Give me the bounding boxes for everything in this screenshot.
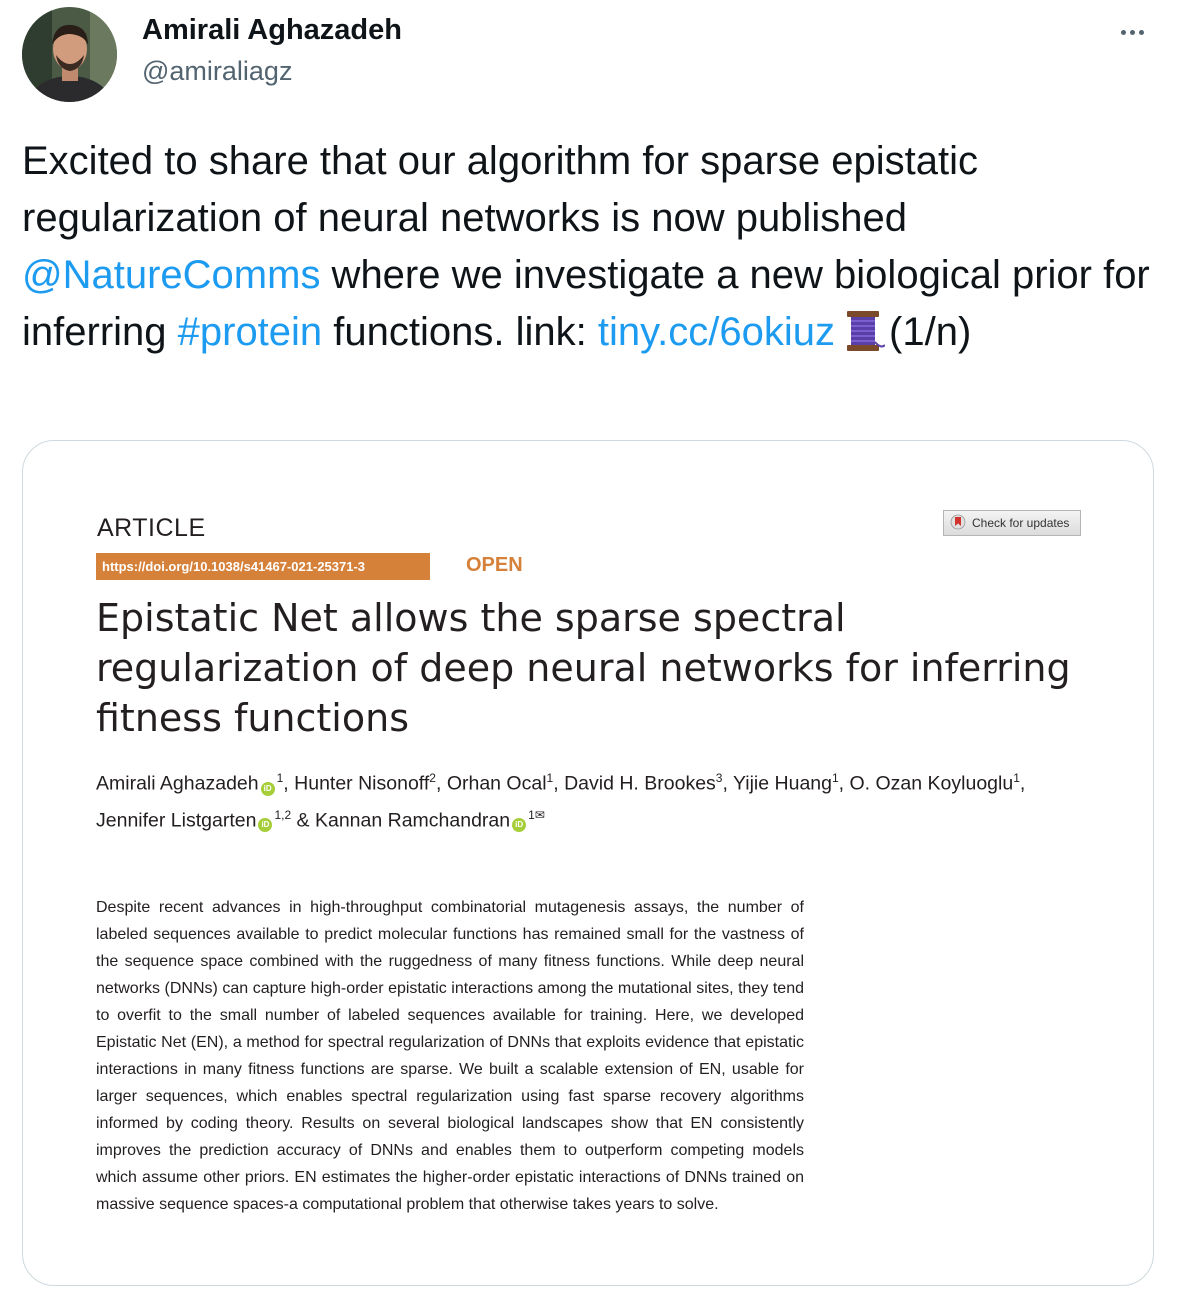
author-affiliation: 1✉ xyxy=(528,807,545,822)
crossmark-icon xyxy=(950,514,966,533)
orcid-icon: iD xyxy=(261,782,275,796)
author-separator: , xyxy=(838,772,850,795)
doi-badge: https://doi.org/10.1038/s41467-021-25371-3 xyxy=(96,553,430,580)
author-name: Jennifer Listgarten xyxy=(96,809,257,831)
author-affiliation: 2 xyxy=(429,771,436,785)
tweet-text-part: functions. link: xyxy=(322,310,598,354)
article-label: ARTICLE xyxy=(97,514,206,542)
author-and: & xyxy=(291,809,315,831)
author-affiliation: 1 xyxy=(831,771,839,785)
display-name[interactable]: Amirali Aghazadeh xyxy=(142,14,402,46)
tweet-text-part: (1/n) xyxy=(889,310,972,354)
author-separator: , xyxy=(1019,772,1026,795)
author-separator: , xyxy=(722,772,733,795)
author-affiliation: 1,2 xyxy=(274,807,292,822)
author-list xyxy=(96,763,1096,836)
check-updates-button xyxy=(943,510,1081,536)
author-name: Yijie Huang xyxy=(732,772,832,795)
author-name: Hunter Nisonoff xyxy=(294,772,430,795)
author-name: Orhan Ocal xyxy=(446,772,547,795)
author-name: Amirali Aghazadeh xyxy=(96,772,259,795)
author-affiliation: 1 xyxy=(1013,771,1020,785)
mention-link[interactable]: @NatureComms xyxy=(22,253,321,297)
abstract: Despite recent advances in high-throughput combinatorial mutagenesis assays, the number of labeled sequences available to predict molecular functions has remained small for the vastness of the sequence space combined with the ruggedness of many fitness functions. While deep neural networks (DNNs) can capture high-order epistatic interactions among the mutational sites, they tend to overfit to the small number of labeled sequences available for training. Here, we developed Epistatic Net (EN), a method for spectral regularization of DNNs that exploits evidence that epistatic interactions in many fitness functions are sparse. We built a scalable extension of EN, usable for larger sequences, which enables spectral regularization using fast sparse recovery algorithms informed by coding theory. Results on several biological landscapes show that EN consistently improves the prediction accuracy of DNNs and enables them to outperform competing models which assume other priors. EN estimates the higher-order epistatic interactions of DNNs trained on massive sequence spaces-a computational problem that otherwise takes years to solve. xyxy=(96,899,804,1213)
hashtag-link[interactable]: #protein xyxy=(177,310,323,354)
author-affiliation: 1 xyxy=(276,771,284,785)
paper-title: Epistatic Net allows the sparse spectral regularization of deep neural networks for inferring fitness functions xyxy=(96,596,1071,740)
author-affiliation: 3 xyxy=(715,771,723,785)
author-separator: , xyxy=(435,772,447,795)
author-name: David H. Brookes xyxy=(564,772,716,795)
author-separator: , xyxy=(283,772,295,795)
author-affiliation: 1 xyxy=(546,771,554,785)
thread-spool-icon xyxy=(841,309,885,369)
open-access-label: OPEN xyxy=(466,554,523,576)
orcid-icon: iD xyxy=(258,818,272,832)
tweet-text-part: where we investigate a new biological prior for inferring xyxy=(22,253,1150,354)
more-icon[interactable] xyxy=(1112,14,1152,50)
avatar[interactable] xyxy=(22,7,117,102)
tweet-text-part: Excited to share that our algorithm for sparse epistatic regularization of neural networks is now published xyxy=(22,139,979,240)
user-handle[interactable]: @amiraliagz xyxy=(142,56,293,86)
url-link[interactable]: tiny.cc/6okiuz xyxy=(597,310,836,354)
tweet-text xyxy=(22,133,1162,369)
author-separator: , xyxy=(553,772,565,795)
media-card[interactable] xyxy=(22,440,1154,1286)
check-updates-label: Check for updates xyxy=(972,516,1070,530)
author-name: Kannan Ramchandran xyxy=(314,809,511,831)
author-name: O. Ozan Koyluoglu xyxy=(849,772,1014,795)
orcid-icon: iD xyxy=(512,818,526,832)
